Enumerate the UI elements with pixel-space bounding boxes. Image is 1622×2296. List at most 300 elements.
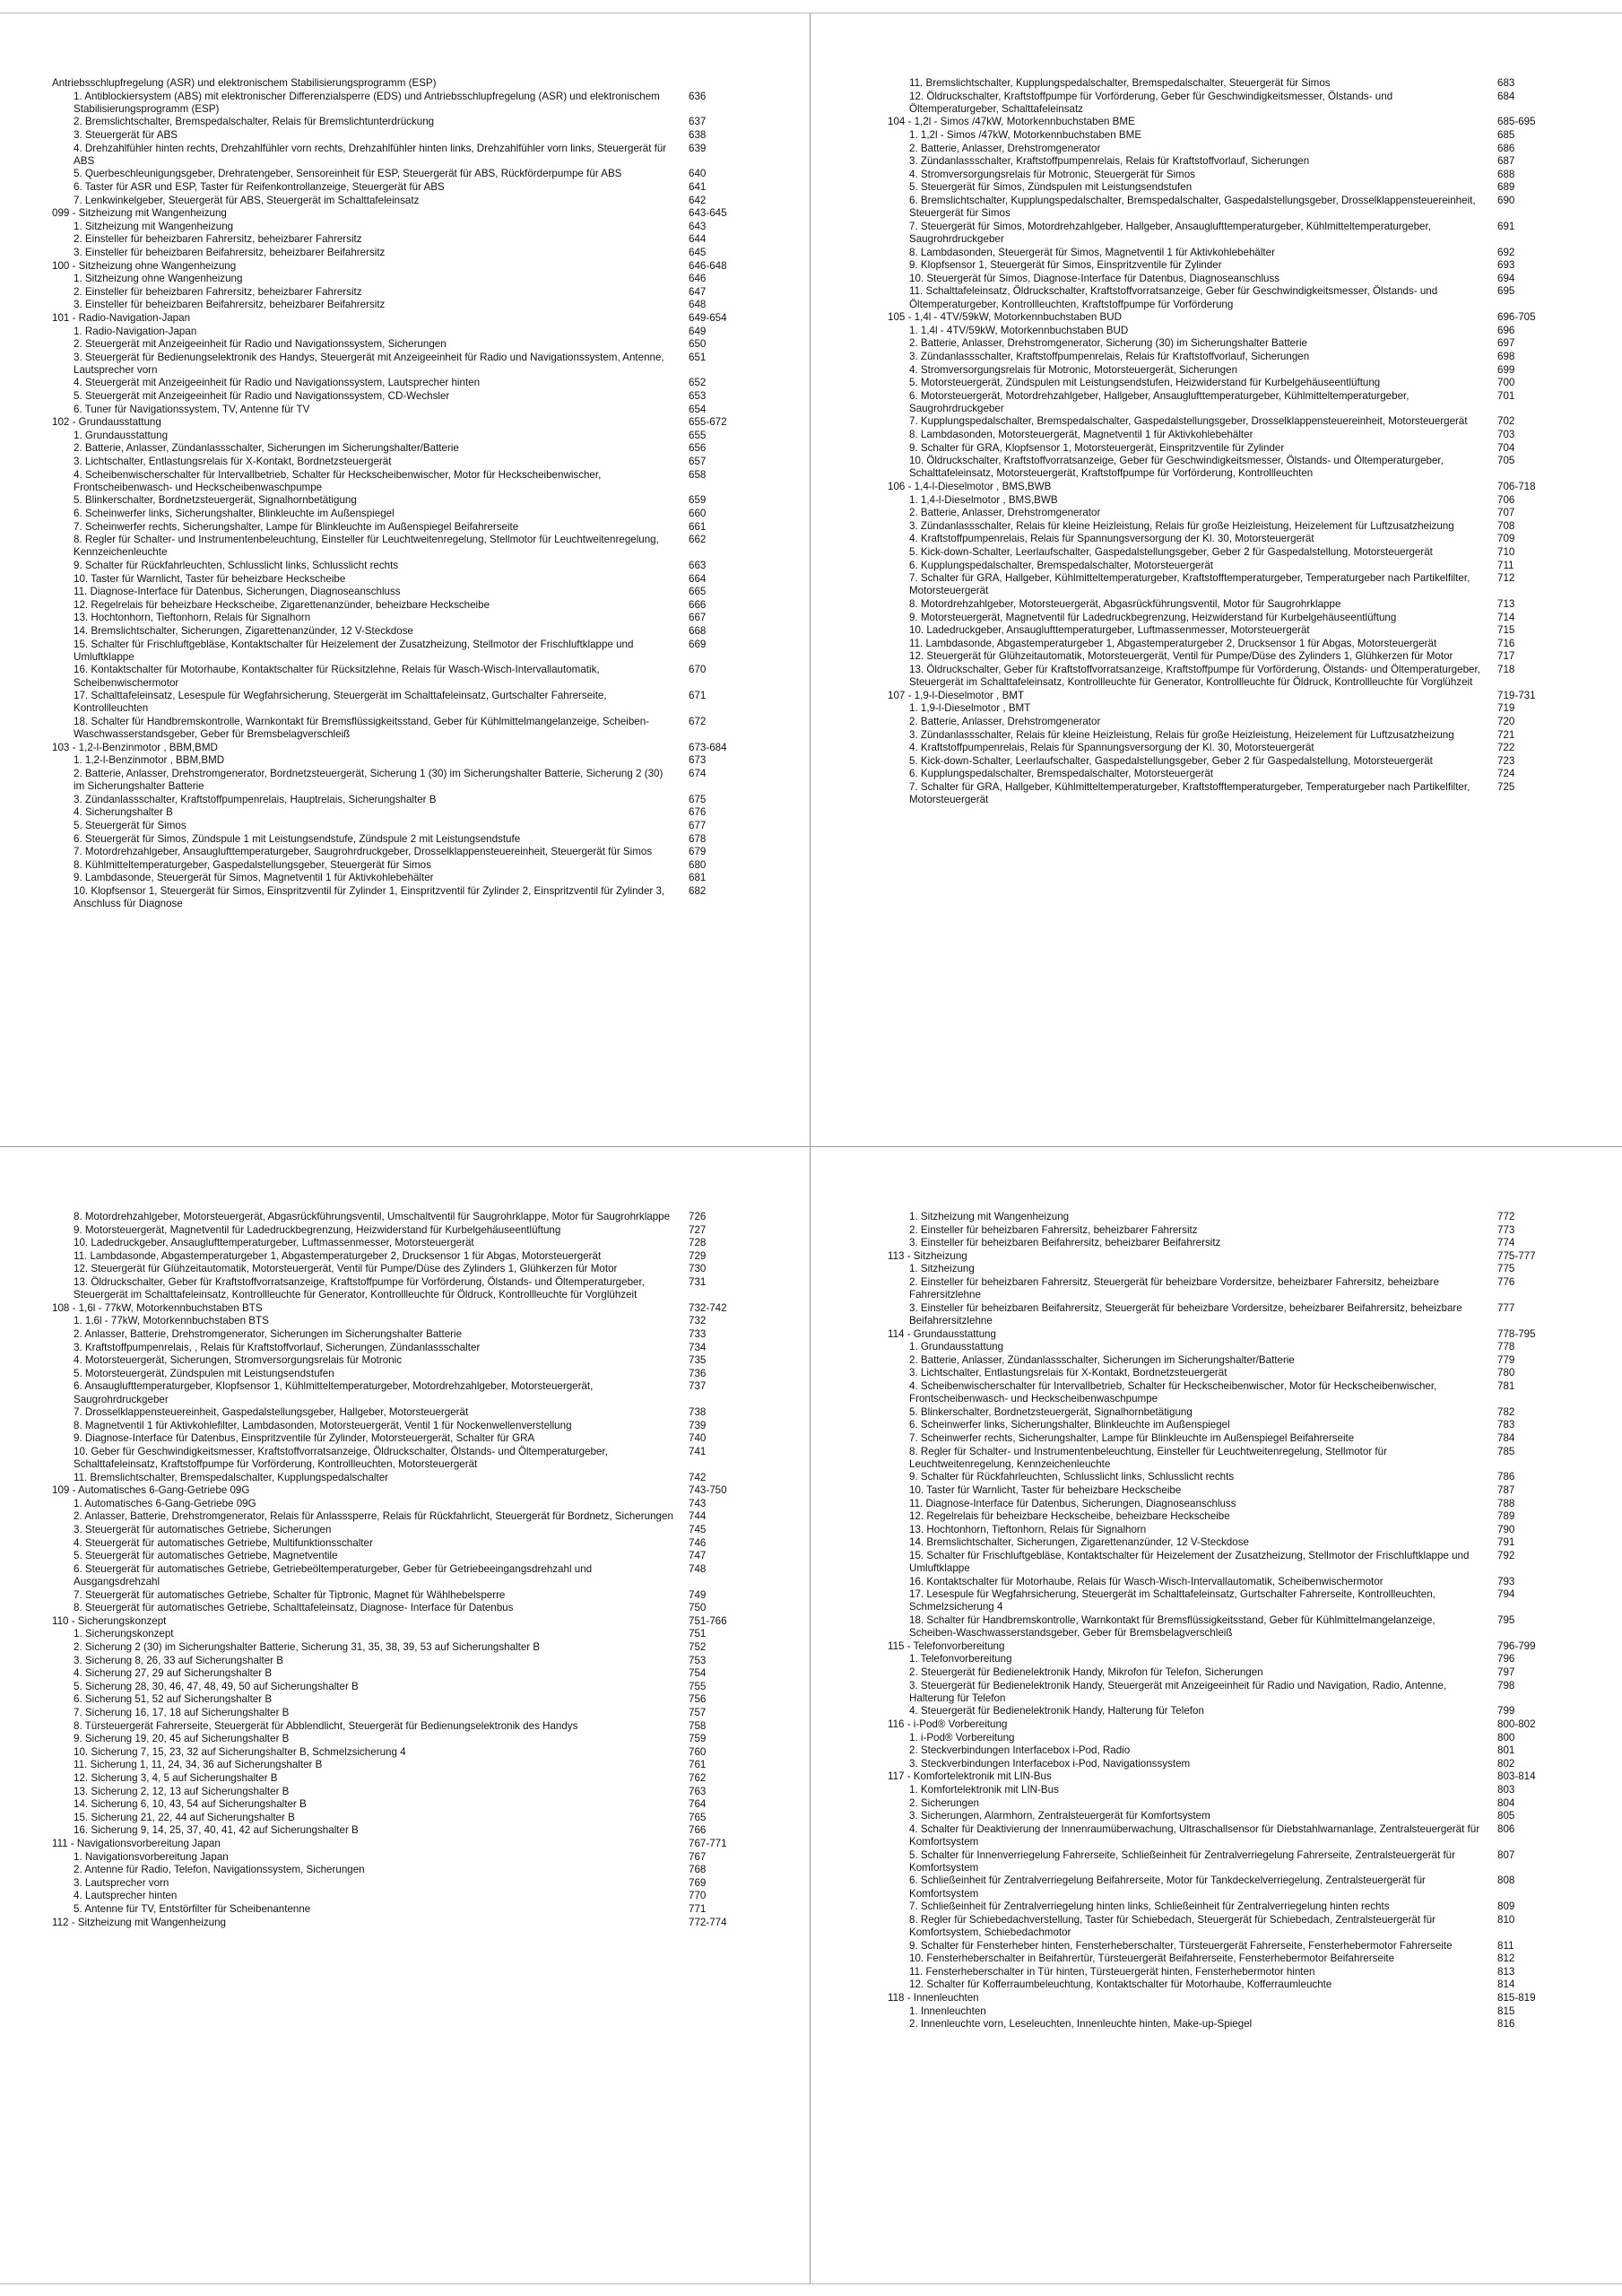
- toc-page-number: 794: [1497, 1588, 1515, 1601]
- toc-entry-title: 8. Motordrehzahlgeber, Motorsteuergerät, Abgasrückführungsventil, Umschaltventil für Saugrohrklappe, Motor für Saugrohrklappe: [74, 1211, 671, 1222]
- toc-entry-title: 1. Sitzheizung mit Wangenheizung: [74, 220, 234, 232]
- toc-page-number: 697: [1497, 337, 1515, 350]
- toc-page-number: 676: [689, 806, 707, 819]
- toc-page-number: 685-695: [1497, 116, 1536, 128]
- toc-entry: [888, 1263, 1596, 1275]
- toc-entry-title: 1. 1,4-l-Dieselmotor , BMS,BWB: [909, 493, 1058, 506]
- toc-entry: [888, 1914, 1596, 1939]
- toc-entry-title: 1. Sitzheizung ohne Wangenheizung: [74, 273, 243, 285]
- toc-entry-title: 3. Einsteller für beheizbaren Beifahrersitz, Steuergerät für beheizbare Vordersitze, beheizbarer Beifahrersitz, beheizbare Beifahrersitzlehne: [909, 1301, 1462, 1326]
- toc-page-number: 654: [689, 403, 707, 415]
- toc-page-number: 766: [689, 1824, 707, 1837]
- toc-entry: [888, 729, 1596, 742]
- toc-entry-title: 7. Scheinwerfer rechts, Sicherungshalter, Lampe für Blinkleuchte im Außenspiegel Beifahrerseite: [909, 1431, 1355, 1444]
- toc-entry: [888, 325, 1596, 337]
- toc-entry-title: 10. Öldruckschalter, Kraftstoffvorratsanzeige, Geber für Geschwindigkeitsmesser, Ölstands- und Öltemperaturgeber, Schalttafeleinsatz, Motorsteuergerät, Kraftstoffpumpe für Vorförderung, Kontrollleuchten: [909, 455, 1444, 480]
- toc-entry: [888, 650, 1596, 663]
- toc-entry: [888, 494, 1596, 507]
- toc-entry-title: 7. Schließeinheit für Zentralverriegelung hinten links, Schließeinheit für Zentralverriegelung hinten rechts: [909, 1900, 1390, 1913]
- toc-entry-title: 2. Steuergerät mit Anzeigeeinheit für Radio und Navigationssystem, Sicherungen: [74, 338, 447, 351]
- toc-entry: [888, 285, 1596, 310]
- toc-entry-title: 11. Lambdasonde, Abgastemperaturgeber 1, Abgastemperaturgeber 2, Drucksensor 1 für Abgas, Motorsteuergerät: [909, 637, 1437, 649]
- toc-page-number: 771: [689, 1902, 707, 1915]
- toc-entry: [888, 1823, 1596, 1848]
- toc-page-number: 684: [1497, 90, 1515, 102]
- toc-entry: [888, 1966, 1596, 1979]
- toc-entry-title: 103 - 1,2-l-Benzinmotor , BBM,BMD: [52, 741, 218, 753]
- toc-entry-title: 7. Scheinwerfer rechts, Sicherungshalter, Lampe für Blinkleuchte im Außenspiegel Beifahrerseite: [74, 520, 519, 533]
- toc-entry: [52, 1589, 787, 1602]
- toc-entry: [52, 1563, 787, 1588]
- toc-entry: [52, 1903, 787, 1916]
- toc-entry: [52, 442, 787, 455]
- toc-section-heading: [52, 312, 787, 325]
- toc-entry: [52, 1798, 787, 1811]
- toc-entry: [52, 456, 787, 468]
- toc-entry: [888, 768, 1596, 780]
- toc-entry: [52, 1681, 787, 1693]
- toc-entry: [52, 1510, 787, 1523]
- toc-entry-title: 116 - i-Pod® Vorbereitung: [888, 1718, 1008, 1731]
- toc-page-number: 813: [1497, 1965, 1515, 1978]
- toc-page-number: 639: [689, 142, 707, 154]
- toc-page-number: 742: [689, 1471, 707, 1483]
- toc-page-number: 801: [1497, 1744, 1515, 1757]
- toc-entry: [52, 1432, 787, 1445]
- toc-entry: [888, 716, 1596, 728]
- toc-entry-title: 100 - Sitzheizung ohne Wangenheizung: [52, 259, 237, 272]
- toc-entry: [52, 1877, 787, 1890]
- toc-entry: [888, 143, 1596, 155]
- toc-page-number: 710: [1497, 546, 1515, 559]
- toc-entry: [52, 1864, 787, 1876]
- toc-entry: [888, 1354, 1596, 1367]
- toc-entry-title: 4. Stromversorgungsrelais für Motronic, Steuergerät für Simos: [909, 168, 1195, 180]
- toc-entry: [888, 155, 1596, 168]
- toc-entry: [52, 1746, 787, 1759]
- toc-section-heading: [52, 1302, 787, 1315]
- toc-section-heading: [888, 481, 1596, 493]
- toc-section-heading: [888, 1640, 1596, 1653]
- toc-entry: [52, 377, 787, 389]
- toc-entry-title: 099 - Sitzheizung mit Wangenheizung: [52, 207, 227, 220]
- toc-entry: [52, 1498, 787, 1510]
- toc-entry-title: 6. Bremslichtschalter, Kupplungspedalschalter, Bremspedalschalter, Gaspedalstellungsgeber, Drosselklappensteuereinheit, Steuergerät für Simos: [909, 194, 1476, 220]
- toc-entry: [52, 1628, 787, 1640]
- toc-entry-title: Antriebsschlupfregelung (ASR) und elektronischem Stabilisierungsprogramm (ESP): [52, 77, 437, 89]
- toc-page-number: 671: [689, 690, 707, 702]
- toc-entry-title: 3. Sicherungen, Alarmhorn, Zentralsteuergerät für Komfortsystem: [909, 1810, 1210, 1822]
- toc-entry-title: 2. Batterie, Anlasser, Zündanlassschalter, Sicherungen im Sicherungshalter/Batterie: [909, 1353, 1295, 1366]
- toc-page-number: 815: [1497, 2005, 1515, 2017]
- toc-entry: [888, 221, 1596, 246]
- toc-entry-title: 1. 1,2-l-Benzinmotor , BBM,BMD: [74, 754, 225, 767]
- toc-page-number: 798: [1497, 1679, 1515, 1692]
- toc-entry: [52, 560, 787, 572]
- toc-page-number: 736: [689, 1367, 707, 1379]
- toc-page-number: 686: [1497, 142, 1515, 154]
- toc-entry-title: 9. Diagnose-Interface für Datenbus, Einspritzventile für Zylinder, Motorsteuergerät, Schalter für GRA: [74, 1432, 535, 1445]
- toc-page-number: 729: [689, 1249, 707, 1262]
- toc-page-number: 752: [689, 1641, 707, 1654]
- toc-page-number: 706-718: [1497, 481, 1536, 493]
- toc-page-number: 778-795: [1497, 1327, 1536, 1340]
- toc-entry-title: 14. Bremslichtschalter, Sicherungen, Zigarettenanzünder, 12 V-Steckdose: [909, 1536, 1249, 1549]
- toc-section-heading: [888, 1718, 1596, 1731]
- toc-entry-title: 1. Sitzheizung: [909, 1263, 975, 1275]
- toc-page-number: 816: [1497, 2018, 1515, 2031]
- toc-page-number: 740: [689, 1432, 707, 1445]
- toc-page-number: 655: [689, 429, 707, 441]
- toc-entry: [888, 181, 1596, 194]
- toc-entry: [888, 1237, 1596, 1249]
- toc-entry: [52, 1667, 787, 1680]
- toc-page-number: 782: [1497, 1405, 1515, 1418]
- toc-page-number: 773: [1497, 1223, 1515, 1236]
- toc-entry-title: 2. Antenne für Radio, Telefon, Navigationssystem, Sicherungen: [74, 1864, 365, 1876]
- toc-page-number: 682: [689, 884, 707, 897]
- toc-section-heading: [52, 1838, 787, 1850]
- toc-entry: [52, 586, 787, 598]
- toc-entry-title: 7. Steuergerät für Simos, Motordrehzahlgeber, Hallgeber, Ansauglufttemperaturgeber, Kühlmitteltemperaturgeber, Saugrohrdruckgeber: [909, 220, 1431, 245]
- toc-page-number: 728: [689, 1237, 707, 1249]
- toc-page-number: 732: [689, 1315, 707, 1327]
- toc-entry: [52, 1655, 787, 1667]
- toc-page-number: 784: [1497, 1431, 1515, 1444]
- toc-entry-title: 12. Steuergerät für Glühzeitautomatik, Motorsteuergerät, Ventil für Pumpe/Düse des Zylinders 1, Glühkerzen für Motor: [909, 650, 1453, 663]
- toc-page-number: 651: [689, 351, 707, 363]
- toc-page-number: 714: [1497, 611, 1515, 623]
- toc-entry-title: 1. 1,6l - 77kW, Motorkennbuchstaben BTS: [74, 1315, 269, 1327]
- toc-entry: [52, 273, 787, 285]
- toc-page-number: 705: [1497, 455, 1515, 467]
- toc-page-number: 689: [1497, 181, 1515, 194]
- toc-page-number: 702: [1497, 415, 1515, 428]
- toc-page-number: 806: [1497, 1822, 1515, 1835]
- toc-page-number: 644: [689, 233, 707, 246]
- toc-page-number: 692: [1497, 246, 1515, 258]
- toc-entry-title: 9. Klopfsensor 1, Steuergerät für Simos, Einspritzventile für Zylinder: [909, 259, 1222, 272]
- toc-page-number: 803: [1497, 1784, 1515, 1796]
- toc-page-number: 659: [689, 494, 707, 507]
- toc-entry-title: 106 - 1,4-l-Dieselmotor , BMS,BWB: [888, 481, 1052, 493]
- toc-entry: [888, 442, 1596, 455]
- toc-entry-title: 1. 1,9-l-Dieselmotor , BMT: [909, 702, 1031, 715]
- toc-entry: [888, 1380, 1596, 1405]
- toc-page-number: 704: [1497, 441, 1515, 454]
- toc-page-number: 797: [1497, 1666, 1515, 1679]
- toc-entry: [52, 885, 787, 910]
- toc-page-number: 683: [1497, 77, 1515, 89]
- toc-page-number: 685: [1497, 128, 1515, 141]
- toc-section-heading: [888, 1250, 1596, 1263]
- toc-page-number: 681: [689, 872, 707, 884]
- toc-entry-title: 4. Steuergerät für Bedienelektronik Handy, Halterung für Telefon: [909, 1705, 1204, 1718]
- toc-page-number: 679: [689, 846, 707, 858]
- toc-entry-title: 6. Kupplungspedalschalter, Bremspedalschalter, Motorsteuergerät: [909, 559, 1213, 571]
- toc-page-number: 763: [689, 1785, 707, 1797]
- toc-page-number: 680: [689, 858, 707, 871]
- toc-entry-title: 13. Hochtonhorn, Tieftonhorn, Relais für Signalhorn: [74, 612, 311, 624]
- toc-entry: [888, 1498, 1596, 1510]
- toc-entry-title: 118 - Innenleuchten: [888, 1991, 979, 2004]
- toc-entry-title: 10. Ladedruckgeber, Ansauglufttemperaturgeber, Luftmassenmesser, Motorsteuergerät: [909, 624, 1310, 637]
- toc-entry-title: 7. Steuergerät für automatisches Getriebe, Schalter für Tiptronic, Magnet für Wählhebelsperre: [74, 1588, 506, 1601]
- toc-page-number: 800-802: [1497, 1718, 1536, 1731]
- toc-entry: [888, 1653, 1596, 1665]
- toc-entry-title: 1. Antiblockiersystem (ABS) mit elektronischer Differenzialsperre (EDS) und Antriebsschlupfregelung (ASR) und elektronischem Stabilisierungsprogramm (ESP): [74, 90, 660, 115]
- toc-entry-title: 14. Bremslichtschalter, Sicherungen, Zigarettenanzünder, 12 V-Steckdose: [74, 624, 413, 637]
- toc-entry-title: 2. Batterie, Anlasser, Drehstromgenerator, Bordnetzsteuergerät, Sicherung 1 (30) im Sicherungshalter Batterie, Sicherung 2 (30) im Sicherungshalter Batterie: [74, 767, 664, 793]
- toc-entry: [52, 1420, 787, 1432]
- toc-entry: [52, 1354, 787, 1367]
- toc-page-number: 812: [1497, 1952, 1515, 1965]
- toc-entry-title: 6. Kupplungspedalschalter, Bremspedalschalter, Motorsteuergerät: [909, 768, 1213, 780]
- toc-entry-title: 11. Fensterheberschalter in Tür hinten, Türsteuergerät hinten, Fensterhebermotor hinten: [909, 1965, 1315, 1978]
- toc-page-number: 760: [689, 1745, 707, 1758]
- toc-page-number: 716: [1497, 637, 1515, 649]
- toc-page-number: 796-799: [1497, 1639, 1536, 1652]
- toc-page-number: 688: [1497, 168, 1515, 180]
- toc-entry-title: 16. Kontaktschalter für Motorhaube, Relais für Wasch-Wisch-Intervallautomatik, Scheibenwischermotor: [909, 1575, 1383, 1587]
- toc-entry: [888, 351, 1596, 363]
- toc-entry-title: 7. Kupplungspedalschalter, Bremspedalschalter, Gaspedalstellungsgeber, Drosselklappensteuereinheit, Motorsteuergerät: [909, 415, 1468, 428]
- toc-entry-title: 107 - 1,9-l-Dieselmotor , BMT: [888, 689, 1025, 701]
- toc-entry-title: 3. Einsteller für beheizbaren Beifahrersitz, beheizbarer Beifahrersitz: [74, 246, 386, 258]
- toc-entry: [52, 286, 787, 299]
- toc-page-number: 666: [689, 598, 707, 611]
- toc-entry-title: 9. Motorsteuergerät, Magnetventil für Ladedruckbegrenzung, Heizwiderstand für Kurbelgehäuseentlüftung: [74, 1223, 561, 1236]
- toc-page-number: 636: [689, 90, 707, 102]
- toc-entry: [888, 1797, 1596, 1810]
- toc-entry-title: 3. Lichtschalter, Entlastungsrelais für X-Kontakt, Bordnetzsteuergerät: [74, 456, 392, 468]
- toc-entry-title: 3. Zündanlassschalter, Relais für kleine Heizleistung, Relais für große Heizleistung, Heizelement für Luftzusatzheizung: [909, 519, 1454, 532]
- toc-entry: [52, 1537, 787, 1550]
- toc-page-number: 699: [1497, 363, 1515, 376]
- toc-section-heading: [52, 1484, 787, 1497]
- toc-entry-title: 117 - Komfortelektronik mit LIN-Bus: [888, 1770, 1052, 1783]
- toc-page-number: 690: [1497, 194, 1515, 206]
- toc-entry: [888, 612, 1596, 624]
- toc-entry-title: 108 - 1,6l - 77kW, Motorkennbuchstaben BTS: [52, 1301, 263, 1314]
- toc-entry: [888, 1367, 1596, 1379]
- toc-entry-title: 5. Blinkerschalter, Bordnetzsteuergerät, Signalhornbetätigung: [909, 1405, 1193, 1418]
- toc-page-number: 767: [689, 1850, 707, 1863]
- toc-entry: [888, 572, 1596, 597]
- toc-entry: [52, 1328, 787, 1341]
- toc-page-number: 638: [689, 128, 707, 141]
- toc-page-number: 642: [689, 194, 707, 206]
- toc-entry-title: 6. Scheinwerfer links, Sicherungshalter, Blinkleuchte im Außenspiegel: [74, 508, 395, 520]
- toc-page-number: 741: [689, 1445, 707, 1457]
- toc-page-number: 650: [689, 338, 707, 351]
- toc-entry: [52, 1720, 787, 1733]
- toc-page-number: 804: [1497, 1796, 1515, 1809]
- toc-entry-title: 6. Motorsteuergerät, Motordrehzahlgeber, Hallgeber, Ansauglufttemperaturgeber, Kühlmitteltemperaturgeber, Saugrohrdruckgeber: [909, 389, 1409, 414]
- toc-page-number: 772-774: [689, 1916, 727, 1928]
- toc-entry-title: 5. Steuergerät mit Anzeigeeinheit für Radio und Navigationssystem, CD-Wechsler: [74, 390, 450, 403]
- toc-entry: [52, 1824, 787, 1837]
- toc-entry: [52, 338, 787, 351]
- toc-entry-title: 10. Sicherung 7, 15, 23, 32 auf Sicherungshalter B, Schmelzsicherung 4: [74, 1745, 406, 1758]
- toc-entry: [888, 781, 1596, 806]
- toc-entry-title: 5. Kick-down-Schalter, Leerlaufschalter, Gaspedalstellungsgeber, Geber 2 für Gaspedalstellung, Motorsteuergerät: [909, 546, 1433, 559]
- toc-entry-title: 3. Einsteller für beheizbaren Beifahrersitz, beheizbarer Beifahrersitz: [909, 1237, 1221, 1249]
- toc-entry: [888, 195, 1596, 220]
- toc-page-number: 662: [689, 534, 707, 546]
- toc-entry: [52, 1406, 787, 1419]
- toc-section-heading: [52, 207, 787, 220]
- toc-page-number: 802: [1497, 1757, 1515, 1770]
- toc-entry: [52, 754, 787, 767]
- toc-entry-title: 3. Zündanlassschalter, Kraftstoffpumpenrelais, Relais für Kraftstoffvorlauf, Sicherungen: [909, 155, 1310, 168]
- toc-entry-title: 3. Zündanlassschalter, Relais für kleine Heizleistung, Relais für große Heizleistung, Heizelement für Luftzusatzheizung: [909, 728, 1454, 741]
- toc-entry: [52, 1446, 787, 1471]
- toc-page-number: 661: [689, 520, 707, 533]
- toc-entry: [52, 1759, 787, 1771]
- toc-page-number: 653: [689, 390, 707, 403]
- toc-page-number: 643-645: [689, 207, 727, 220]
- toc-entry: [52, 352, 787, 377]
- toc-entry-title: 11. Bremslichtschalter, Bremspedalschalter, Kupplungspedalschalter: [74, 1471, 389, 1483]
- toc-entry: [888, 546, 1596, 559]
- toc-page-number: 727: [689, 1223, 707, 1236]
- toc-entry: [888, 169, 1596, 181]
- toc-entry-title: 12. Steuergerät für Glühzeitautomatik, Motorsteuergerät, Ventil für Pumpe/Düse des Zylinders 1, Glühkerzen für Motor: [74, 1263, 618, 1275]
- toc-entry-title: 10. Fensterheberschalter in Beifahrertür, Türsteuergerät Beifahrerseite, Fensterhebermotor Beifahrerseite: [909, 1952, 1395, 1965]
- toc-entry-title: 6. Schließeinheit für Zentralverriegelung Beifahrerseite, Motor für Tankdeckelverriegelung, Zentralsteuergerät für Komfortsystem: [909, 1874, 1426, 1900]
- toc-page-number: 805: [1497, 1810, 1515, 1822]
- toc-section-heading: [52, 1917, 787, 1929]
- toc-page-number: 645: [689, 246, 707, 258]
- toc-page-number: 673: [689, 754, 707, 767]
- toc-entry: [888, 1276, 1596, 1301]
- toc-page-number: 810: [1497, 1913, 1515, 1926]
- toc-entry: [888, 1446, 1596, 1471]
- toc-entry-title: 2. Batterie, Anlasser, Zündanlassschalter, Sicherungen im Sicherungshalter/Batterie: [74, 442, 459, 455]
- toc-page-number: 796: [1497, 1653, 1515, 1665]
- toc-page-number: 809: [1497, 1900, 1515, 1913]
- toc-page-number: 640: [689, 168, 707, 180]
- toc-page-number: 707: [1497, 507, 1515, 519]
- toc-page-number: 646-648: [689, 259, 727, 272]
- toc-section-heading: [888, 1328, 1596, 1341]
- toc-entry-title: 4. Steuergerät mit Anzeigeeinheit für Radio und Navigationssystem, Lautsprecher hinten: [74, 377, 481, 389]
- toc-entry: [888, 1732, 1596, 1744]
- toc-entry-title: 11. Diagnose-Interface für Datenbus, Sicherungen, Diagnoseanschluss: [909, 1497, 1236, 1509]
- toc-entry: [52, 859, 787, 872]
- toc-entry-title: 1. Sitzheizung mit Wangenheizung: [909, 1211, 1070, 1222]
- toc-page-number: 669: [689, 638, 707, 650]
- toc-entry-title: 2. Batterie, Anlasser, Drehstromgenerator: [909, 142, 1101, 154]
- toc-page-number: 637: [689, 116, 707, 128]
- toc-entry: [52, 1851, 787, 1864]
- toc-entry-title: 5. Steuergerät für Simos: [74, 819, 186, 831]
- toc-entry-title: 18. Schalter für Handbremskontrolle, Warnkontakt für Bremsflüssigkeitsstand, Geber für Kühlmittelmangelanzeige, Scheiben-Waschwasserstandsgeber, Geber für Bremsbelagverschleiß: [909, 1614, 1436, 1639]
- toc-entry: [888, 2018, 1596, 2031]
- toc-entry: [52, 1380, 787, 1405]
- toc-entry: [888, 664, 1596, 689]
- toc-entry: [888, 1302, 1596, 1327]
- toc-entry-title: 11. Diagnose-Interface für Datenbus, Sicherungen, Diagnoseanschluss: [74, 586, 401, 598]
- toc-page-number: 646: [689, 273, 707, 285]
- toc-page-number: 696: [1497, 324, 1515, 336]
- toc-page-number: 807: [1497, 1848, 1515, 1861]
- toc-entry: [52, 494, 787, 507]
- toc-page-number: 748: [689, 1562, 707, 1575]
- toc-section-heading: [888, 1770, 1596, 1783]
- toc-entry: [888, 129, 1596, 142]
- toc-page-number: 656: [689, 442, 707, 455]
- toc-entry-title: 3. Steckverbindungen Interfacebox i-Pod, Navigationssystem: [909, 1757, 1191, 1770]
- toc-entry-title: 101 - Radio-Navigation-Japan: [52, 311, 191, 324]
- toc-entry: [888, 1419, 1596, 1431]
- toc-page-number: 673-684: [689, 741, 727, 753]
- toc-entry-title: 2. Batterie, Anlasser, Drehstromgenerator: [909, 507, 1101, 519]
- toc-entry-title: 7. Motordrehzahlgeber, Ansauglufttemperaturgeber, Saugrohrdruckgeber, Drosselklappensteuereinheit, Steuergerät für Simos: [74, 846, 653, 858]
- toc-entry: [888, 1900, 1596, 1913]
- toc-entry-title: 9. Schalter für Fensterheber hinten, Fensterheberschalter, Türsteuergerät Fahrerseite, Fensterhebermotor Fahrerseite: [909, 1939, 1453, 1952]
- toc-page-bottom-left: [52, 1211, 787, 2278]
- toc-entry-title: 111 - Navigationsvorbereitung Japan: [52, 1837, 221, 1849]
- toc-entry-title: 8. Regler für Schiebedachverstellung, Taster für Schiebedach, Steuergerät für Schiebedach, Zentralsteuergerät für Komfortsystem, Schiebedachmotor: [909, 1913, 1436, 1938]
- toc-entry-title: 11. Sicherung 1, 11, 24, 34, 36 auf Sicherungshalter B: [74, 1759, 323, 1771]
- toc-page-number: 715: [1497, 624, 1515, 637]
- toc-entry: [888, 1666, 1596, 1679]
- toc-entry: [52, 91, 787, 116]
- toc-section-heading: [52, 742, 787, 754]
- toc-entry-title: 5. Sicherung 28, 30, 46, 47, 48, 49, 50 auf Sicherungshalter B: [74, 1680, 359, 1692]
- toc-page-number: 652: [689, 377, 707, 389]
- toc-entry: [52, 116, 787, 128]
- toc-page-number: 720: [1497, 715, 1515, 727]
- toc-entry: [52, 1693, 787, 1706]
- toc-entry-title: 1. 1,2l - Simos /47kW, Motorkennbuchstaben BME: [909, 128, 1142, 141]
- toc-page-number: 649: [689, 325, 707, 337]
- toc-entry-title: 3. Steuergerät für Bedienelektronik Handy, Steuergerät mit Anzeigeeinheit für Radio und Navigation, Radio, Antenne, Halterung für Telefon: [909, 1679, 1447, 1704]
- toc-entry-title: 3. Lichtschalter, Entlastungsrelais für X-Kontakt, Bordnetzsteuergerät: [909, 1367, 1227, 1379]
- toc-entry: [52, 233, 787, 246]
- toc-entry: [888, 364, 1596, 377]
- toc-page-number: 672: [689, 715, 707, 727]
- toc-entry-title: 4. Kraftstoffpumpenrelais, Relais für Spannungsversorgung der Kl. 30, Motorsteuergerät: [909, 742, 1314, 754]
- toc-entry: [52, 1812, 787, 1824]
- toc-entry-title: 5. Steuergerät für automatisches Getriebe, Magnetventile: [74, 1550, 338, 1562]
- toc-entry-title: 8. Regler für Schalter- und Instrumentenbeleuchtung, Einsteller für Leuchtweitenregelung, Stellmotor für Leuchtweitenregelung, Kennzeichenleuchte: [909, 1445, 1387, 1470]
- toc-entry-title: 3. Steuergerät für automatisches Getriebe, Sicherungen: [74, 1524, 332, 1536]
- toc-entry: [888, 1510, 1596, 1523]
- toc-entry-title: 2. Einsteller für beheizbaren Fahrersitz, beheizbarer Fahrersitz: [74, 233, 362, 246]
- toc-entry-title: 2. Innenleuchte vorn, Leseleuchten, Innenleuchte hinten, Make-up-Spiegel: [909, 2018, 1253, 2031]
- toc-page-number: 698: [1497, 350, 1515, 362]
- toc-entry: [888, 77, 1596, 90]
- toc-page-number: 730: [689, 1263, 707, 1275]
- toc-page-number: 750: [689, 1602, 707, 1614]
- toc-entry-title: 4. Motorsteuergerät, Sicherungen, Stromversorgungsrelais für Motronic: [74, 1354, 403, 1367]
- toc-entry-title: 3. Zündanlassschalter, Kraftstoffpumpenrelais, Hauptrelais, Sicherungshalter B: [74, 793, 437, 805]
- toc-entry-title: 11. Bremslichtschalter, Kupplungspedalschalter, Bremspedalschalter, Steuergerät für Simos: [909, 77, 1331, 89]
- toc-entry: [52, 430, 787, 442]
- toc-entry: [888, 259, 1596, 272]
- toc-entry: [888, 742, 1596, 754]
- toc-page-number: 776: [1497, 1275, 1515, 1288]
- toc-entry-title: 7. Schalter für GRA, Hallgeber, Kühlmitteltemperaturgeber, Kraftstofftemperaturgeber, Temperaturgeber nach Partikelfilter, Motorsteuergerät: [909, 572, 1470, 597]
- toc-entry: [52, 1733, 787, 1745]
- toc-page-number: 648: [689, 299, 707, 311]
- toc-page-number: 743: [689, 1497, 707, 1509]
- toc-entry: [888, 1758, 1596, 1770]
- toc-entry-title: 110 - Sicherungskonzept: [52, 1614, 167, 1627]
